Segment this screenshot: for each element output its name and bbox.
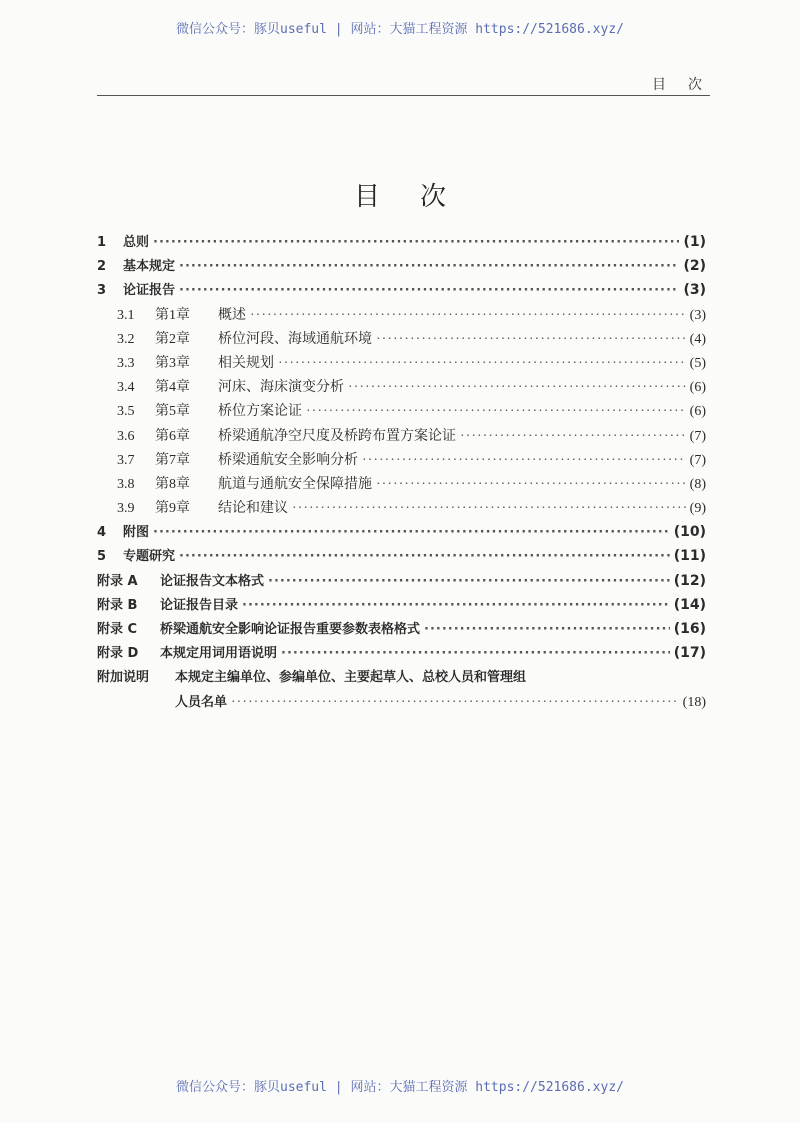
entry-label: 桥位方案论证 — [218, 404, 302, 420]
entry-chapter: 第3章 — [155, 355, 190, 371]
entry-page: (5) — [689, 355, 706, 371]
dot-leader — [153, 235, 679, 250]
entry-page: (2) — [683, 258, 706, 275]
entry-page: (4) — [689, 331, 706, 347]
watermark-bottom: 微信公众号：豚贝useful | 网站：大猫工程资源 https://521686.xyz/ — [176, 1080, 624, 1095]
toc-entry-additional[interactable] — [97, 666, 706, 690]
dot-leader — [268, 574, 670, 589]
entry-number: 3 — [97, 283, 107, 299]
header-rule — [97, 95, 710, 96]
entry-label: 论证报告 — [123, 283, 176, 299]
dot-leader — [278, 356, 686, 372]
entry-page: (8) — [689, 476, 706, 492]
entry-page: (11) — [673, 548, 706, 565]
toc-subentry[interactable] — [97, 425, 706, 449]
dot-leader — [231, 695, 679, 711]
entry-page: (14) — [673, 596, 706, 613]
entry-label: 论证报告目录 — [160, 597, 239, 613]
entry-number: 2 — [97, 259, 107, 275]
entry-label: 本规定用词用语说明 — [160, 646, 278, 662]
entry-number: 3.4 — [117, 380, 135, 396]
entry-number: 3.3 — [117, 355, 135, 371]
toc-subentry[interactable] — [97, 352, 706, 376]
toc-entry[interactable] — [97, 279, 706, 303]
entry-page: (12) — [673, 572, 706, 589]
toc-subentry[interactable] — [97, 497, 706, 521]
entry-number: 附录 A — [97, 573, 138, 589]
entry-label: 概述 — [218, 307, 246, 323]
entry-chapter: 第8章 — [155, 476, 190, 492]
entry-number: 3.2 — [117, 331, 135, 347]
dot-leader — [376, 332, 686, 348]
entry-label: 专题研究 — [123, 549, 176, 565]
entry-number: 5 — [97, 549, 107, 565]
table-of-contents — [97, 231, 706, 715]
dot-leader — [376, 477, 686, 493]
toc-entry-additional-cont[interactable] — [97, 691, 706, 715]
entry-page: (1) — [683, 234, 706, 250]
entry-page: (6) — [689, 380, 706, 396]
entry-label: 总则 — [123, 235, 150, 250]
entry-label: 桥梁通航安全影响分析 — [218, 452, 358, 468]
entry-number: 附录 B — [97, 597, 138, 613]
dot-leader — [424, 622, 670, 637]
toc-appendix[interactable] — [97, 594, 706, 618]
entry-page: (10) — [673, 524, 706, 541]
entry-chapter: 第9章 — [155, 501, 190, 517]
toc-subentry[interactable] — [97, 376, 706, 400]
entry-chapter: 第5章 — [155, 404, 190, 420]
toc-subentry[interactable] — [97, 449, 706, 473]
dot-leader — [281, 646, 670, 661]
toc-appendix[interactable] — [97, 618, 706, 642]
entry-number: 3.8 — [117, 476, 135, 492]
entry-label: 基本规定 — [123, 259, 176, 275]
entry-page: (16) — [673, 621, 706, 637]
entry-chapter: 第6章 — [155, 428, 190, 444]
dot-leader — [153, 525, 670, 540]
entry-label: 桥梁通航安全影响论证报告重要参数表格格式 — [160, 622, 421, 637]
entry-number: 4 — [97, 525, 107, 541]
entry-chapter: 第2章 — [155, 331, 190, 347]
entry-number: 附录 C — [97, 622, 138, 637]
dot-leader — [362, 453, 686, 469]
toc-subentry[interactable] — [97, 473, 706, 497]
entry-chapter: 第4章 — [155, 380, 190, 396]
entry-label: 论证报告文本格式 — [160, 573, 265, 589]
toc-entry[interactable] — [97, 255, 706, 279]
entry-label: 桥位河段、海域通航环境 — [218, 331, 372, 347]
dot-leader — [179, 259, 679, 274]
entry-page: (3) — [683, 282, 706, 299]
entry-label: 附图 — [123, 525, 150, 541]
entry-page: (18) — [682, 694, 706, 710]
entry-label: 河床、海床演变分析 — [218, 380, 344, 396]
entry-label: 结论和建议 — [218, 501, 288, 517]
toc-subentry[interactable] — [97, 400, 706, 424]
dot-leader — [460, 429, 686, 445]
entry-number: 1 — [97, 235, 107, 250]
watermark-top: 微信公众号：豚贝useful | 网站：大猫工程资源 https://521686.xyz/ — [176, 22, 624, 37]
dot-leader — [242, 598, 670, 613]
dot-leader — [179, 549, 670, 564]
entry-number: 3.7 — [117, 452, 135, 468]
entry-chapter: 第7章 — [155, 452, 190, 468]
entry-page: (9) — [689, 501, 706, 517]
toc-entry[interactable] — [97, 231, 706, 255]
entry-number: 附加说明 — [97, 670, 150, 686]
dot-leader — [306, 404, 686, 420]
running-head: 目次 — [652, 78, 724, 93]
toc-appendix[interactable] — [97, 570, 706, 594]
entry-label: 相关规划 — [218, 355, 274, 371]
page-title: 目次 — [353, 182, 486, 211]
toc-subentry[interactable] — [97, 328, 706, 352]
entry-page: (3) — [689, 307, 706, 323]
entry-number: 3.5 — [117, 404, 135, 420]
entry-chapter: 第1章 — [155, 307, 190, 323]
dot-leader — [179, 283, 679, 298]
entry-page: (6) — [689, 404, 706, 420]
toc-entry[interactable] — [97, 521, 706, 545]
entry-page: (7) — [689, 452, 706, 468]
dot-leader — [348, 380, 686, 396]
entry-number: 3.6 — [117, 428, 135, 444]
entry-label: 人员名单 — [175, 694, 228, 710]
toc-subentry[interactable] — [97, 304, 706, 328]
entry-label: 航道与通航安全保障措施 — [218, 476, 372, 492]
toc-entry[interactable] — [97, 545, 706, 569]
dot-leader — [292, 501, 686, 517]
entry-number: 3.1 — [117, 307, 135, 323]
entry-label: 桥梁通航净空尺度及桥跨布置方案论证 — [218, 428, 456, 444]
entry-label: 本规定主编单位、参编单位、主要起草人、总校人员和管理组 — [175, 670, 527, 686]
entry-page: (17) — [673, 645, 706, 662]
entry-number: 附录 D — [97, 646, 139, 662]
dot-leader — [250, 308, 686, 324]
entry-number: 3.9 — [117, 501, 135, 517]
toc-appendix[interactable] — [97, 642, 706, 666]
entry-page: (7) — [689, 428, 706, 444]
